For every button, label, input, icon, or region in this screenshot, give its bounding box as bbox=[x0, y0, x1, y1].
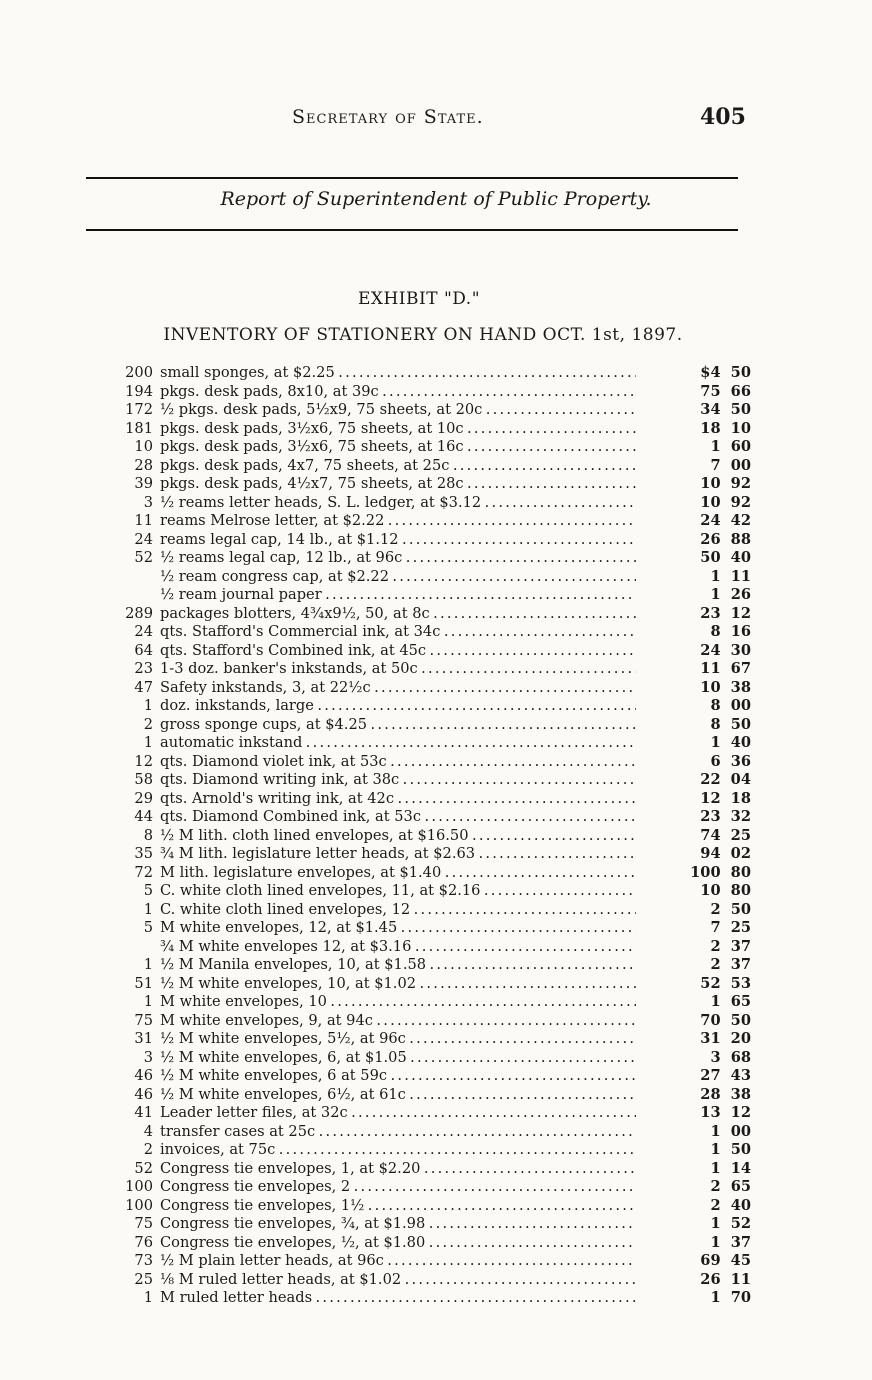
inventory-row bbox=[0, 771, 872, 790]
inventory-row bbox=[0, 1215, 872, 1234]
inventory-row bbox=[0, 753, 872, 772]
item-description: Congress tie envelopes, 2 . . . bbox=[160, 1178, 636, 1197]
inventory-row bbox=[0, 549, 872, 568]
item-quantity: 72 bbox=[134, 863, 153, 881]
inventory-row bbox=[0, 1178, 872, 1197]
item-quantity: 25 bbox=[134, 1270, 153, 1288]
inventory-row bbox=[0, 642, 872, 661]
item-description: small sponges, at $2.25 . . . bbox=[160, 364, 636, 383]
item-amount: 1 26 bbox=[710, 586, 751, 603]
inventory-row bbox=[0, 956, 872, 975]
item-description: M white envelopes, 12, at $1.45 . . . bbox=[160, 919, 636, 938]
item-quantity: 44 bbox=[134, 808, 153, 825]
running-title: Secretary of State. bbox=[292, 106, 484, 128]
item-amount: 31 20 bbox=[700, 1030, 751, 1047]
inventory-row bbox=[0, 1289, 872, 1308]
item-description: ½ ream congress cap, at $2.22 . . . bbox=[160, 568, 636, 587]
item-amount: 1 11 bbox=[710, 567, 751, 585]
item-quantity: 51 bbox=[134, 974, 153, 992]
item-amount: 10 80 bbox=[700, 882, 751, 899]
item-quantity: 75 bbox=[134, 1215, 153, 1232]
item-amount: 52 53 bbox=[700, 974, 751, 992]
item-amount: 10 38 bbox=[700, 678, 751, 696]
item-quantity: 4 bbox=[143, 1122, 153, 1140]
inventory-row bbox=[0, 901, 872, 920]
item-quantity: 1 bbox=[143, 900, 153, 918]
item-amount: 6 36 bbox=[710, 752, 751, 770]
item-description: ½ reams letter heads, S. L. ledger, at $3.12 . . . bbox=[160, 494, 636, 513]
item-quantity: 41 bbox=[134, 1104, 153, 1121]
item-amount: 22 04 bbox=[700, 771, 751, 788]
inventory-row bbox=[0, 660, 872, 679]
inventory-row bbox=[0, 586, 872, 605]
item-amount: 1 14 bbox=[710, 1159, 751, 1177]
inventory-row bbox=[0, 790, 872, 809]
item-quantity: 24 bbox=[134, 623, 153, 640]
item-amount: 27 43 bbox=[700, 1067, 751, 1084]
inventory-row bbox=[0, 679, 872, 698]
item-description: gross sponge cups, at $4.25 . . . bbox=[160, 716, 636, 735]
inventory-list bbox=[0, 364, 872, 1308]
inventory-row bbox=[0, 494, 872, 513]
report-subtitle: Report of Superintendent of Public Property. bbox=[220, 188, 652, 210]
item-amount: 1 37 bbox=[710, 1233, 751, 1251]
item-amount: 12 18 bbox=[700, 789, 751, 807]
item-quantity: 46 bbox=[134, 1067, 153, 1084]
item-description: reams Melrose letter, at $2.22 . . . bbox=[160, 512, 636, 531]
inventory-row bbox=[0, 1104, 872, 1123]
item-quantity: 23 bbox=[134, 660, 153, 677]
item-quantity: 12 bbox=[134, 752, 153, 770]
item-amount: 10 92 bbox=[700, 493, 751, 511]
inventory-row bbox=[0, 975, 872, 994]
item-description: Safety inkstands, 3, at 22½c . . . bbox=[160, 679, 636, 698]
item-quantity: 2 bbox=[143, 715, 153, 733]
inventory-row bbox=[0, 1086, 872, 1105]
inventory-row bbox=[0, 475, 872, 494]
inventory-row bbox=[0, 623, 872, 642]
item-amount: 74 25 bbox=[700, 826, 751, 844]
item-amount: 24 42 bbox=[700, 512, 751, 529]
item-quantity: 1 bbox=[143, 697, 153, 714]
item-description: M white envelopes, 9, at 94c . . . bbox=[160, 1012, 636, 1031]
item-amount: 1 50 bbox=[710, 1141, 751, 1158]
item-amount: 100 80 bbox=[690, 863, 751, 881]
item-quantity: 52 bbox=[134, 549, 153, 566]
inventory-row bbox=[0, 1160, 872, 1179]
item-description: qts. Stafford's Combined ink, at 45c . . . bbox=[160, 642, 636, 661]
item-description: ½ M white envelopes, 6, at $1.05 . . . bbox=[160, 1049, 636, 1068]
item-description: reams legal cap, 14 lb., at $1.12 . . . bbox=[160, 531, 636, 550]
inventory-row bbox=[0, 1049, 872, 1068]
item-amount: 23 12 bbox=[700, 604, 751, 622]
item-amount: 1 52 bbox=[710, 1215, 751, 1232]
inventory-row bbox=[0, 1141, 872, 1160]
item-amount: 1 40 bbox=[710, 734, 751, 751]
item-amount: 26 88 bbox=[700, 530, 751, 548]
item-description: ½ reams legal cap, 12 lb., at 96c . . . bbox=[160, 549, 636, 568]
inventory-title: INVENTORY OF STATIONERY ON HAND OCT. 1st, 1897. bbox=[163, 325, 683, 345]
item-quantity: 289 bbox=[125, 604, 153, 622]
item-amount: 10 92 bbox=[700, 475, 751, 492]
item-quantity: 46 bbox=[134, 1085, 153, 1103]
item-description: pkgs. desk pads, 3½x6, 75 sheets, at 16c . . . bbox=[160, 438, 636, 457]
item-quantity: 58 bbox=[134, 771, 153, 788]
inventory-row bbox=[0, 512, 872, 531]
inventory-row bbox=[0, 383, 872, 402]
inventory-row bbox=[0, 882, 872, 901]
inventory-row bbox=[0, 734, 872, 753]
item-description: qts. Diamond writing ink, at 38c . . . bbox=[160, 771, 636, 790]
item-description: Leader letter files, at 32c . . . bbox=[160, 1104, 636, 1123]
item-quantity: 52 bbox=[134, 1159, 153, 1177]
item-description: ½ M plain letter heads, at 96c . . . bbox=[160, 1252, 636, 1271]
item-description: Congress tie envelopes, 1, at $2.20 . . . bbox=[160, 1160, 636, 1179]
inventory-row bbox=[0, 531, 872, 550]
item-quantity: 47 bbox=[134, 678, 153, 696]
item-description: M white envelopes, 10 . . . bbox=[160, 993, 636, 1012]
item-description: Congress tie envelopes, ¾, at $1.98 . . . bbox=[160, 1215, 636, 1234]
item-description: packages blotters, 4¾x9½, 50, at 8c . . . bbox=[160, 605, 636, 624]
item-quantity: 31 bbox=[134, 1030, 153, 1047]
inventory-row bbox=[0, 697, 872, 716]
item-description: 1-3 doz. banker's inkstands, at 50c . . . bbox=[160, 660, 636, 679]
exhibit-heading: EXHIBIT "D." bbox=[357, 289, 481, 309]
inventory-row bbox=[0, 1252, 872, 1271]
item-quantity: 5 bbox=[143, 919, 153, 936]
inventory-row bbox=[0, 808, 872, 827]
item-amount: 2 50 bbox=[710, 900, 751, 918]
item-amount: 7 25 bbox=[710, 919, 751, 936]
item-description: qts. Diamond violet ink, at 53c . . . bbox=[160, 753, 636, 772]
inventory-row bbox=[0, 716, 872, 735]
item-quantity: 76 bbox=[134, 1233, 153, 1251]
top-rule bbox=[86, 177, 738, 179]
item-description: pkgs. desk pads, 8x10, at 39c . . . bbox=[160, 383, 636, 402]
item-quantity: 100 bbox=[125, 1178, 153, 1195]
item-description: ½ ream journal paper . . . bbox=[160, 586, 636, 605]
item-quantity: 39 bbox=[134, 475, 153, 492]
item-description: ½ M Manila envelopes, 10, at $1.58 . . . bbox=[160, 956, 636, 975]
inventory-row bbox=[0, 438, 872, 457]
item-description: ¾ M lith. legislature letter heads, at $2.63 . . . bbox=[160, 845, 636, 864]
item-description: automatic inkstand . . . bbox=[160, 734, 636, 753]
item-description: invoices, at 75c . . . bbox=[160, 1141, 636, 1160]
item-quantity: 64 bbox=[134, 641, 153, 659]
item-quantity: 11 bbox=[134, 512, 153, 529]
item-quantity: 100 bbox=[125, 1196, 153, 1214]
item-description: qts. Diamond Combined ink, at 53c . . . bbox=[160, 808, 636, 827]
inventory-row bbox=[0, 1067, 872, 1086]
item-amount: 18 10 bbox=[700, 419, 751, 437]
item-amount: 69 45 bbox=[700, 1252, 751, 1269]
inventory-row bbox=[0, 845, 872, 864]
item-quantity: 10 bbox=[134, 438, 153, 455]
item-description: M ruled letter heads . . . bbox=[160, 1289, 636, 1308]
item-amount: 2 37 bbox=[710, 937, 751, 955]
inventory-row bbox=[0, 457, 872, 476]
item-amount: 94 02 bbox=[700, 845, 751, 862]
item-quantity: 73 bbox=[134, 1252, 153, 1269]
item-quantity: 172 bbox=[125, 401, 153, 418]
item-amount: 1 00 bbox=[710, 1122, 751, 1140]
item-quantity: 5 bbox=[143, 882, 153, 899]
item-quantity: 1 bbox=[143, 734, 153, 751]
inventory-row bbox=[0, 1271, 872, 1290]
item-description: qts. Stafford's Commercial ink, at 34c . . . bbox=[160, 623, 636, 642]
item-quantity: 181 bbox=[125, 419, 153, 437]
inventory-row bbox=[0, 864, 872, 883]
item-amount: 8 50 bbox=[710, 715, 751, 733]
inventory-row bbox=[0, 605, 872, 624]
item-description: qts. Arnold's writing ink, at 42c . . . bbox=[160, 790, 636, 809]
inventory-row bbox=[0, 1123, 872, 1142]
item-quantity: 1 bbox=[143, 956, 153, 973]
item-amount: 1 60 bbox=[710, 438, 751, 455]
item-description: ¾ M white envelopes 12, at $3.16 . . . bbox=[160, 938, 636, 957]
inventory-row bbox=[0, 1197, 872, 1216]
item-quantity: 3 bbox=[143, 493, 153, 511]
item-description: ½ M lith. cloth lined envelopes, at $16.50 . . . bbox=[160, 827, 636, 846]
item-amount: 26 11 bbox=[700, 1270, 751, 1288]
running-header bbox=[0, 106, 872, 136]
item-description: pkgs. desk pads, 4½x7, 75 sheets, at 28c . . . bbox=[160, 475, 636, 494]
item-quantity: 75 bbox=[134, 1011, 153, 1029]
item-quantity: 29 bbox=[134, 789, 153, 807]
item-amount: 28 38 bbox=[700, 1085, 751, 1103]
item-quantity: 3 bbox=[143, 1048, 153, 1066]
item-description: pkgs. desk pads, 4x7, 75 sheets, at 25c . . . bbox=[160, 457, 636, 476]
inventory-row bbox=[0, 1234, 872, 1253]
item-amount: 3 68 bbox=[710, 1048, 751, 1066]
item-amount: 34 50 bbox=[700, 401, 751, 418]
item-amount: 13 12 bbox=[700, 1104, 751, 1121]
item-amount: 70 50 bbox=[700, 1011, 751, 1029]
item-description: ½ M white envelopes, 6 at 59c . . . bbox=[160, 1067, 636, 1086]
item-amount: $4 50 bbox=[700, 364, 751, 381]
item-quantity: 200 bbox=[125, 364, 153, 381]
inventory-row bbox=[0, 993, 872, 1012]
item-amount: 24 30 bbox=[700, 641, 751, 659]
bottom-rule bbox=[86, 229, 738, 231]
item-description: C. white cloth lined envelopes, 12 . . . bbox=[160, 901, 636, 920]
item-amount: 8 16 bbox=[710, 623, 751, 640]
item-description: ½ M white envelopes, 6½, at 61c . . . bbox=[160, 1086, 636, 1105]
item-amount: 23 32 bbox=[700, 808, 751, 825]
item-description: Congress tie envelopes, ½, at $1.80 . . . bbox=[160, 1234, 636, 1253]
item-quantity: 194 bbox=[125, 382, 153, 400]
inventory-row bbox=[0, 1012, 872, 1031]
item-quantity: 28 bbox=[134, 456, 153, 474]
inventory-row bbox=[0, 938, 872, 957]
item-amount: 50 40 bbox=[700, 549, 751, 566]
item-description: ½ M white envelopes, 5½, at 96c . . . bbox=[160, 1030, 636, 1049]
item-quantity: 24 bbox=[134, 530, 153, 548]
item-quantity: 1 bbox=[143, 993, 153, 1010]
item-description: transfer cases at 25c . . . bbox=[160, 1123, 636, 1142]
item-description: ½ M white envelopes, 10, at $1.02 . . . bbox=[160, 975, 636, 994]
inventory-row bbox=[0, 420, 872, 439]
inventory-row bbox=[0, 1030, 872, 1049]
item-description: pkgs. desk pads, 3½x6, 75 sheets, at 10c . . . bbox=[160, 420, 636, 439]
inventory-row bbox=[0, 827, 872, 846]
item-amount: 75 66 bbox=[700, 382, 751, 400]
inventory-row bbox=[0, 401, 872, 420]
page-number: 405 bbox=[700, 104, 746, 130]
inventory-row bbox=[0, 568, 872, 587]
item-amount: 1 65 bbox=[710, 993, 751, 1010]
item-quantity: 1 bbox=[143, 1289, 153, 1306]
inventory-row bbox=[0, 919, 872, 938]
item-amount: 1 70 bbox=[710, 1289, 751, 1306]
item-description: doz. inkstands, large . . . bbox=[160, 697, 636, 716]
item-description: Congress tie envelopes, 1½ . . . bbox=[160, 1197, 636, 1216]
item-quantity: 35 bbox=[134, 845, 153, 862]
item-quantity: 8 bbox=[143, 826, 153, 844]
item-description: C. white cloth lined envelopes, 11, at $2.16 . . . bbox=[160, 882, 636, 901]
item-description: ⅛ M ruled letter heads, at $1.02 . . . bbox=[160, 1271, 636, 1290]
item-amount: 8 00 bbox=[710, 697, 751, 714]
item-amount: 7 00 bbox=[710, 456, 751, 474]
item-amount: 11 67 bbox=[700, 660, 751, 677]
inventory-row bbox=[0, 364, 872, 383]
item-amount: 2 37 bbox=[710, 956, 751, 973]
item-amount: 2 40 bbox=[710, 1196, 751, 1214]
item-quantity: 2 bbox=[143, 1141, 153, 1158]
item-amount: 2 65 bbox=[710, 1178, 751, 1195]
item-description: ½ pkgs. desk pads, 5½x9, 75 sheets, at 20c . . . bbox=[160, 401, 636, 420]
item-description: M lith. legislature envelopes, at $1.40 . . . bbox=[160, 864, 636, 883]
